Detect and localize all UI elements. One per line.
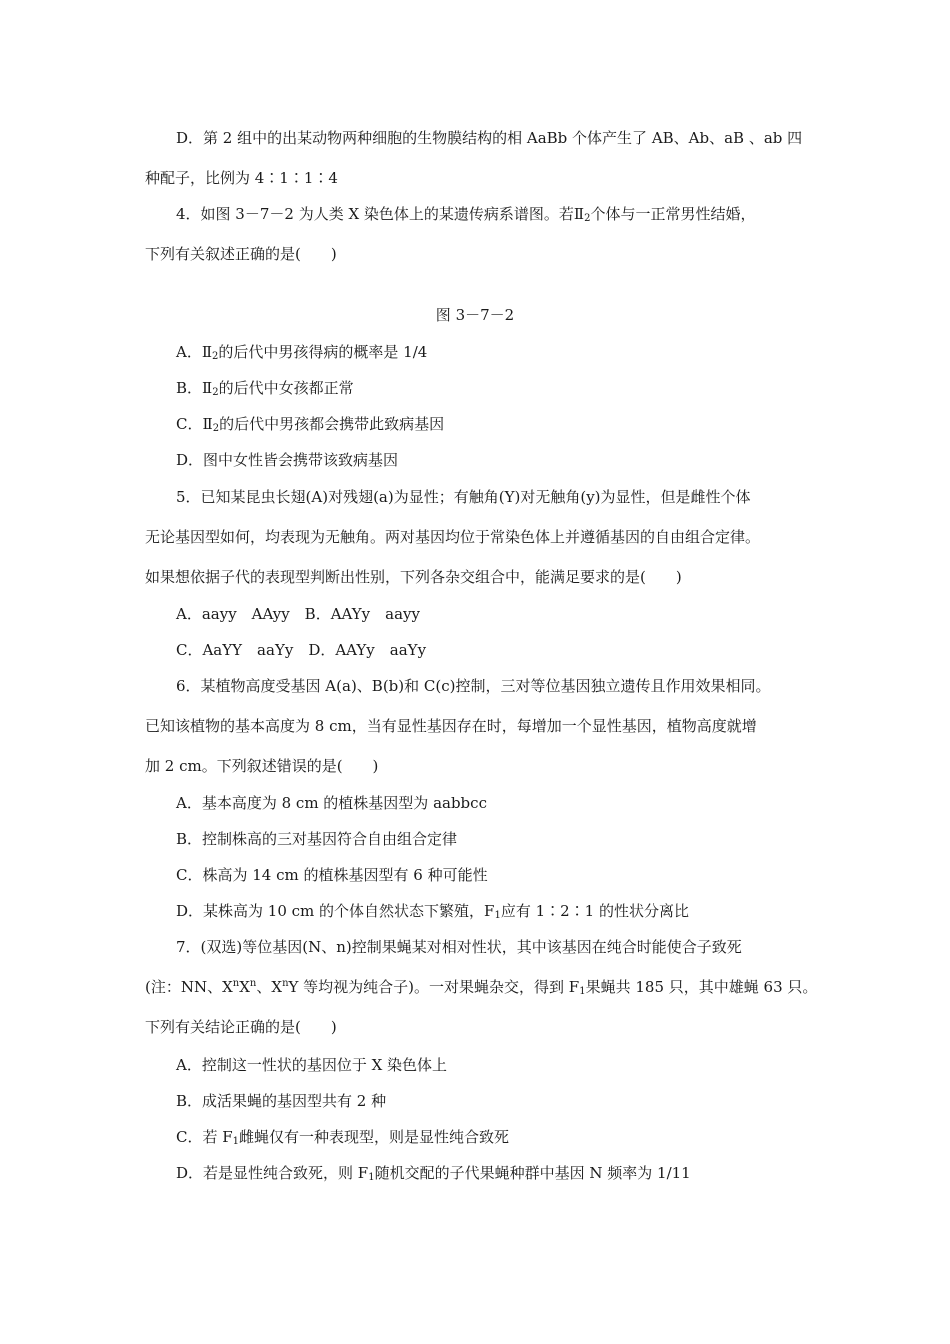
q5-stem-line1: 5．已知某昆虫长翅(A)对残翅(a)为显性；有触角(Y)对无触角(y)为显性，但是雌性个体 xyxy=(176,488,751,506)
q7-line2-sup1: n xyxy=(232,978,240,989)
q6-option-d-post: 应有 1∶2∶1 的性状分离比 xyxy=(500,902,689,920)
q6-option-b: B．控制株高的三对基因符合自由组合定律 xyxy=(176,830,458,848)
q4-option-b-post: 的后代中女孩都正常 xyxy=(218,379,354,397)
q4-option-a xyxy=(0,342,950,362)
q6-stem-line3: 加 2 cm。下列叙述错误的是( ) xyxy=(145,757,379,775)
q7-line2-sup3: n xyxy=(282,978,289,989)
q7-stem-line1: 7．(双选)等位基因(N、n)控制果蝇某对相对性状，其中该基因在纯合时能使合子致死 xyxy=(176,938,742,956)
q4-option-a-pre: A．Ⅱ xyxy=(176,343,213,361)
q7-option-c xyxy=(0,1127,950,1147)
q7-option-b: B．成活果蝇的基因型共有 2 种 xyxy=(176,1092,387,1110)
q4-option-c xyxy=(0,414,950,434)
q7-option-c-pre: C．若 F xyxy=(176,1128,233,1146)
q7-line2-sup2: n xyxy=(249,978,257,989)
q7-option-c-post: 雌蝇仅有一种表现型，则是显性纯合致死 xyxy=(239,1128,510,1146)
q7-option-d-sub: 1 xyxy=(368,1172,375,1183)
q4-option-c-pre: C．Ⅱ xyxy=(176,415,213,433)
q7-line2-c: 、X xyxy=(256,978,283,996)
q7-line2-sub: 1 xyxy=(579,986,586,997)
q4-option-a-post: 的后代中男孩得病的概率是 1/4 xyxy=(218,343,428,361)
q4-option-c-sub: 2 xyxy=(212,423,220,434)
q4-option-b-pre: B．Ⅱ xyxy=(176,379,213,397)
q4-stem-line2: 下列有关叙述正确的是( ) xyxy=(145,245,337,263)
q6-option-d xyxy=(0,901,950,921)
q7-option-d xyxy=(0,1163,950,1183)
q7-line2-d: Y 等均视为纯合子)。一对果蝇杂交，得到 F xyxy=(288,978,580,996)
q3-option-d-line1: D．第 2 组中的出某动物两种细胞的生物膜结构的相 AaBb 个体产生了 AB、Ab、aB 、ab 四 xyxy=(176,129,803,147)
q5-options-cd: C．AaYY aaYy D．AAYy aaYy xyxy=(176,641,427,659)
q4-option-c-post: 的后代中男孩都会携带此致病基因 xyxy=(219,415,445,433)
q4-stem-text-b: 个体与一正常男性结婚， xyxy=(590,205,756,223)
q4-option-b-sub: 2 xyxy=(212,387,219,398)
q7-line2-a: (注：NN、X xyxy=(145,978,233,996)
q4-option-b xyxy=(0,378,950,398)
q6-option-c: C．株高为 14 cm 的植株基因型有 6 种可能性 xyxy=(176,866,488,884)
q6-stem-line1: 6．某植物高度受基因 A(a)、B(b)和 C(c)控制，三对等位基因独立遗传且作用效果相同。 xyxy=(176,677,771,695)
q4-option-d: D．图中女性皆会携带该致病基因 xyxy=(176,451,399,469)
q7-option-d-pre: D．若是显性纯合致死，则 F xyxy=(176,1164,369,1182)
q4-stem-text-a: 4．如图 3－7－2 为人类 X 染色体上的某遗传病系谱图。若Ⅱ xyxy=(176,205,585,223)
figure-caption: 图 3－7－2 xyxy=(435,306,515,324)
q6-stem-line2: 已知该植物的基本高度为 8 cm，当有显性基因存在时，每增加一个显性基因，植物高度就增 xyxy=(145,717,757,735)
q7-line2-b: X xyxy=(239,978,250,996)
q7-line2-e: 果蝇共 185 只，其中雄蝇 63 只。 xyxy=(585,978,818,996)
q4-stem-subscript: 2 xyxy=(584,213,591,224)
q6-option-d-sub: 1 xyxy=(494,910,501,921)
q6-option-d-pre: D．某株高为 10 cm 的个体自然状态下繁殖，F xyxy=(176,902,495,920)
q7-option-d-post: 随机交配的子代果蝇种群中基因 N 频率为 1/11 xyxy=(374,1164,691,1182)
q7-option-a: A．控制这一性状的基因位于 X 染色体上 xyxy=(176,1056,448,1074)
q5-stem-line3: 如果想依据子代的表现型判断出性别，下列各杂交组合中，能满足要求的是( ) xyxy=(145,568,682,586)
q5-options-ab: A．aayy AAyy B．AAYy aayy xyxy=(176,605,420,623)
q7-stem-line2 xyxy=(0,977,950,997)
q4-stem-line1 xyxy=(0,204,950,224)
q6-option-a: A．基本高度为 8 cm 的植株基因型为 aabbcc xyxy=(176,794,487,812)
q4-option-a-sub: 2 xyxy=(212,351,219,362)
q5-stem-line2: 无论基因型如何，均表现为无触角。两对基因均位于常染色体上并遵循基因的自由组合定律。 xyxy=(145,528,761,546)
q3-option-d-line2: 种配子，比例为 4∶1∶1∶4 xyxy=(145,169,338,187)
q7-stem-line3: 下列有关结论正确的是( ) xyxy=(145,1018,337,1036)
q7-option-c-sub: 1 xyxy=(232,1136,240,1147)
